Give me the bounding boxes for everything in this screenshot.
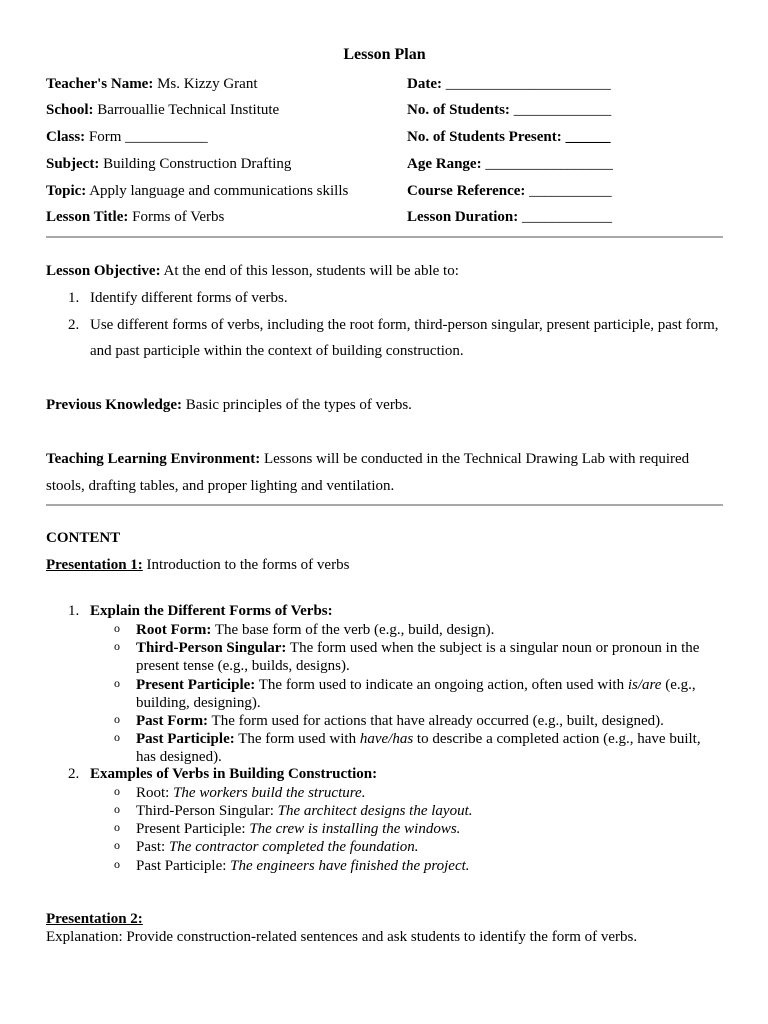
- presentation-1: [46, 557, 723, 574]
- presentation-2-text: Explanation: Provide construction-related sentences and ask students to identify the form of verbs.: [46, 929, 638, 945]
- list-number: 1.: [68, 290, 80, 306]
- environment-text: stools, drafting tables, and proper lighting and ventilation.: [46, 478, 395, 494]
- age-value: _________________: [481, 156, 613, 172]
- bullet: o: [114, 676, 120, 690]
- definition: The form used to indicate an ongoing action, often used with: [255, 677, 628, 693]
- previous-text: Basic principles of the types of verbs.: [181, 397, 412, 413]
- presentation-2-label: Presentation 2:: [46, 911, 143, 927]
- emphasis: is/are: [627, 677, 662, 693]
- bullet: o: [114, 712, 120, 726]
- list-number: 1.: [68, 603, 80, 619]
- presentation-2-heading: [46, 911, 723, 928]
- divider: [46, 504, 723, 506]
- bullet: o: [114, 802, 120, 816]
- example-sentence: The workers build the structure.: [169, 785, 366, 801]
- bullet: o: [114, 730, 120, 744]
- definition: to describe a completed action (e.g., have built,: [413, 731, 701, 747]
- students-label: No. of Students:: [407, 102, 510, 118]
- definition: (e.g.,: [661, 677, 696, 693]
- definition: The form used for actions that have already occurred (e.g., built, designed).: [208, 713, 664, 729]
- example-sentence: The contractor completed the foundation.: [165, 839, 419, 855]
- list-text: and past participle within the context of building construction.: [90, 343, 464, 359]
- header-row-5: [46, 183, 723, 203]
- document-title: Lesson Plan: [343, 46, 426, 63]
- previous-knowledge: [46, 397, 723, 414]
- definition: The form used when the subject is a singular noun or pronoun in the: [286, 640, 700, 656]
- term: Root Form:: [136, 622, 212, 638]
- definition-continued: has designed).: [136, 749, 222, 765]
- form-label: Past Participle:: [136, 858, 227, 874]
- header-row-1: [46, 76, 723, 96]
- bullet: o: [114, 857, 120, 871]
- presentation-1-label: Presentation 1:: [46, 557, 143, 573]
- course-value: ___________: [525, 183, 612, 199]
- form-label: Present Participle:: [136, 821, 246, 837]
- divider: [46, 236, 723, 238]
- environment-text: Lessons will be conducted in the Technical Drawing Lab with required: [260, 451, 690, 467]
- form-label: Third-Person Singular:: [136, 803, 274, 819]
- bullet: o: [114, 838, 120, 852]
- subject-label: Subject:: [46, 156, 100, 172]
- presentation-1-text: Introduction to the forms of verbs: [142, 557, 350, 573]
- example-sentence: The architect designs the layout.: [273, 803, 473, 819]
- previous-label: Previous Knowledge:: [46, 397, 182, 413]
- students-value: _____________: [509, 102, 612, 118]
- school-value: Barrouallie Technical Institute: [93, 102, 280, 118]
- example-sentence: The engineers have finished the project.: [226, 858, 470, 874]
- header-row-2: [46, 102, 723, 122]
- present-value: ______: [561, 129, 611, 145]
- term: Third-Person Singular:: [136, 640, 287, 656]
- form-label: Root:: [136, 785, 170, 801]
- list-text: Identify different forms of verbs.: [90, 290, 288, 306]
- environment-label: Teaching Learning Environment:: [46, 451, 261, 467]
- emphasis: have/has: [359, 731, 414, 747]
- bullet: o: [114, 784, 120, 798]
- school-label: School:: [46, 102, 94, 118]
- duration-label: Lesson Duration:: [407, 209, 519, 225]
- list-number: 2.: [68, 317, 80, 333]
- definition: The base form of the verb (e.g., build, design).: [211, 622, 495, 638]
- content-heading: CONTENT: [46, 530, 121, 546]
- definition-continued: present tense (e.g., builds, designs).: [136, 658, 350, 674]
- teacher-value: Ms. Kizzy Grant: [153, 76, 258, 92]
- class-label: Class:: [46, 129, 86, 145]
- objective-label: Lesson Objective:: [46, 263, 161, 279]
- list-text: Use different forms of verbs, including the root form, third-person singular, present participle, past form,: [90, 317, 719, 333]
- term: Present Participle:: [136, 677, 256, 693]
- topic-label: Topic:: [46, 183, 87, 199]
- header-row-3: [46, 129, 723, 149]
- course-label: Course Reference:: [407, 183, 526, 199]
- term: Past Form:: [136, 713, 209, 729]
- date-label: Date:: [407, 76, 442, 92]
- bullet: o: [114, 621, 120, 635]
- lesson-title-value: Forms of Verbs: [128, 209, 225, 225]
- objective-intro: [46, 263, 723, 280]
- term: Past Participle:: [136, 731, 235, 747]
- form-label: Past:: [136, 839, 166, 855]
- present-label: No. of Students Present:: [407, 129, 562, 145]
- objective-intro-text: At the end of this lesson, students will be able to:: [160, 263, 459, 279]
- header-row-6: [46, 209, 723, 229]
- section-title: Explain the Different Forms of Verbs:: [90, 603, 333, 619]
- environment-line-1: [46, 451, 723, 468]
- bullet: o: [114, 820, 120, 834]
- date-value: ______________________: [441, 76, 611, 92]
- lesson-title-label: Lesson Title:: [46, 209, 129, 225]
- example-sentence: The crew is installing the windows.: [245, 821, 461, 837]
- environment-line-2: [46, 478, 723, 495]
- duration-value: ____________: [518, 209, 613, 225]
- teacher-label: Teacher's Name:: [46, 76, 154, 92]
- definition-continued: building, designing).: [136, 695, 261, 711]
- subject-value: Building Construction Drafting: [99, 156, 292, 172]
- age-label: Age Range:: [407, 156, 482, 172]
- header-row-4: [46, 156, 723, 176]
- list-number: 2.: [68, 766, 80, 782]
- topic-value: Apply language and communications skills: [86, 183, 349, 199]
- definition: The form used with: [234, 731, 360, 747]
- section-title: Examples of Verbs in Building Construction:: [90, 766, 378, 782]
- bullet: o: [114, 639, 120, 653]
- class-value: Form ___________: [85, 129, 208, 145]
